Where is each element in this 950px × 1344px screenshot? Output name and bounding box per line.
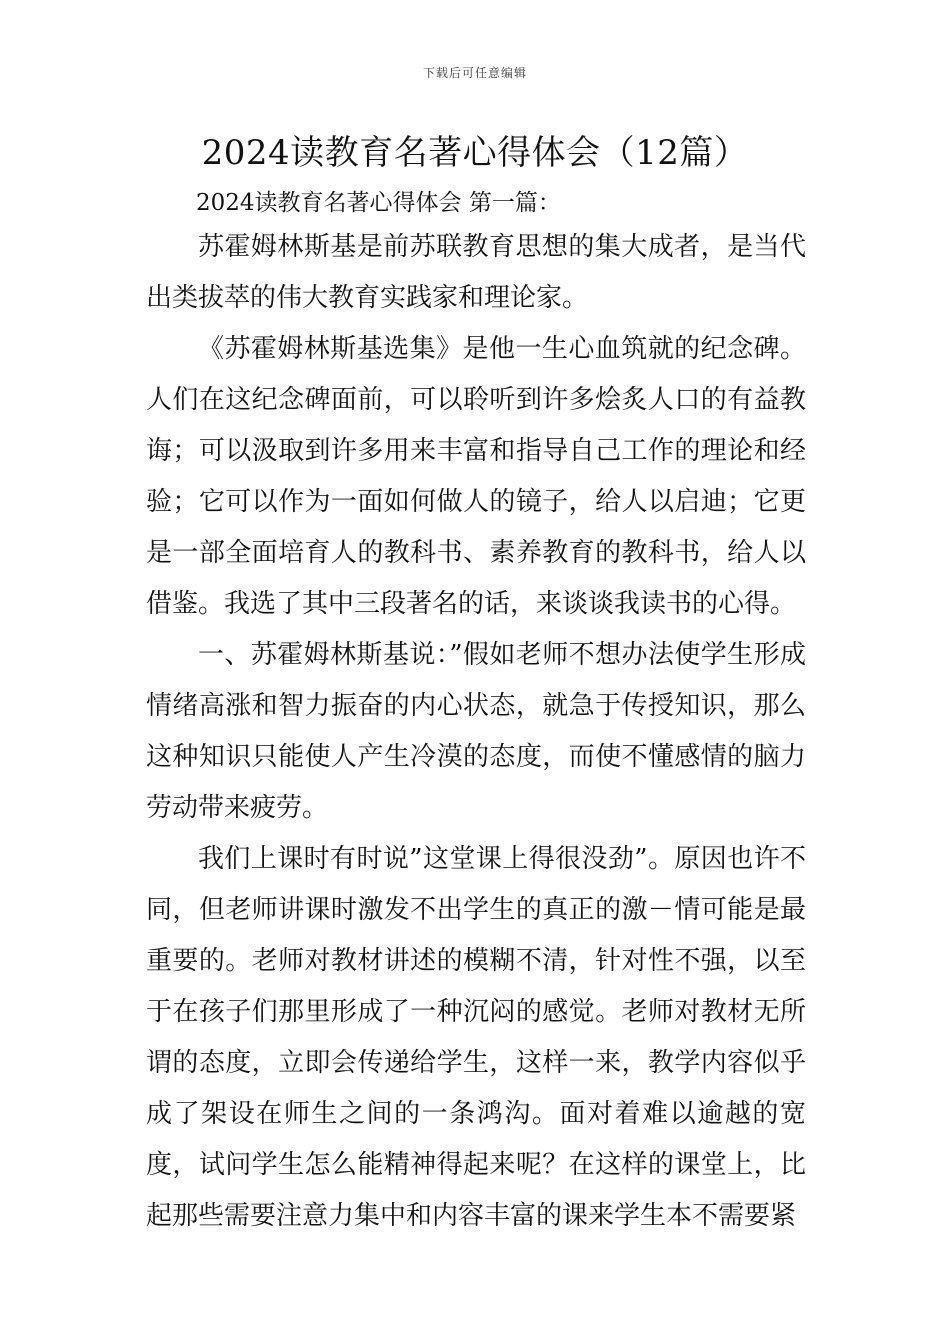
paragraph: 我们上课时有时说”这堂课上得很没劲”。原因也许不同，但老师讲课时激发不出学生的真正的激－情可能是最重要的。老师对教材讲述的模糊不清，针对性不强，以至于在孩子们那里形成了一种沉闷的感觉。老师对教材无所谓的态度，立即会传递给学生，这样一来，教学内容似乎成了架设在师生之间的一条鸿沟。面对着难以逾越的宽度，试问学生怎么能精神得起来呢？在这样的课堂上，比起那些需要注意力集中和内容丰富的课来学生本不需要紧	[146, 844, 806, 1231]
page-header-note: 下载后可任意编辑	[422, 66, 527, 80]
paragraph: 《苏霍姆林斯基选集》是他一生心血筑就的纪念碑。人们在这纪念碑面前，可以聆听到许多烩炙人口的有益教诲；可以汲取到许多用来丰富和指导自己工作的理论和经验；它可以作为一面如何做人的镜子，给人以启迪；它更是一部全面培育人的教科书、素养教育的教科书，给人以借鉴。我选了其中三段著名的话，来谈谈我读书的心得。	[146, 334, 806, 619]
paragraph: 一、苏霍姆林斯基说：”假如老师不想办法使学生形成情绪高涨和智力振奋的内心状态，就急于传授知识，那么这种知识只能使人产生冷漠的态度，而使不懂感情的脑力劳动带来疲劳。	[146, 640, 806, 823]
paragraph: 苏霍姆林斯基是前苏联教育思想的集大成者，是当代出类拔萃的伟大教育实践家和理论家。	[146, 232, 806, 313]
document-body	[146, 222, 806, 1242]
document-subtitle: 2024读教育名著心得体会 第一篇：	[196, 190, 561, 216]
document-title: 2024读教育名著心得体会（12篇）	[201, 133, 749, 173]
